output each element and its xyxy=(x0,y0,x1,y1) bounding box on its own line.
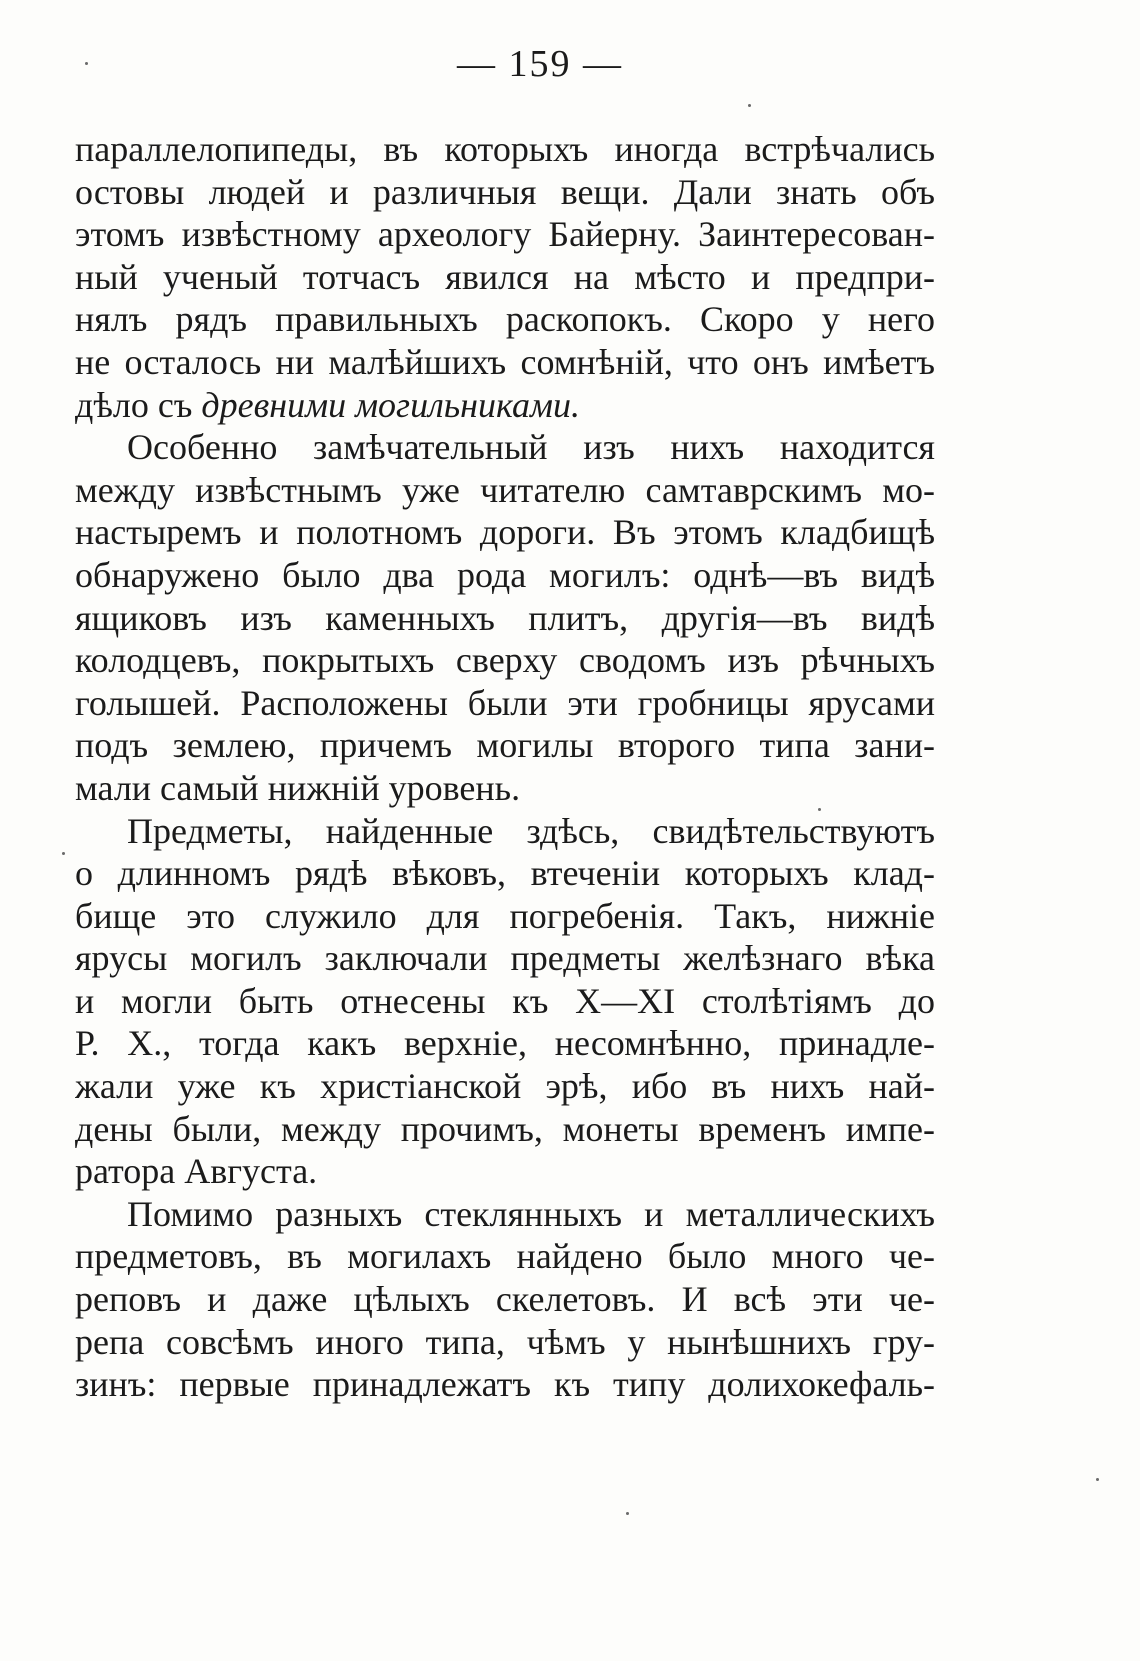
italic-phrase: древними могильниками. xyxy=(201,384,580,425)
text-fragment: дѣло съ xyxy=(75,384,202,425)
text-line: Помимо разныхъ стеклянныхъ и металлическихъ xyxy=(127,1193,935,1234)
text-line: Предметы, найденные здѣсь, свидѣтельствуютъ xyxy=(127,810,935,851)
text-line: параллелопипеды, въ которыхъ иногда встрѣчались xyxy=(75,129,935,169)
paragraph xyxy=(75,128,935,426)
text-line: не осталось ни малѣйшихъ сомнѣній, что онъ имѣетъ xyxy=(75,341,935,382)
scan-speck xyxy=(85,62,88,65)
text-line: о длинномъ рядѣ вѣковъ, втеченіи которыхъ клад- xyxy=(75,853,935,894)
text-line: настыремъ и полотномъ дороги. Въ этомъ кладбищѣ xyxy=(75,512,935,553)
scan-speck xyxy=(818,808,821,811)
text-line: ярусы могилъ заключали предметы желѣзнаго вѣка xyxy=(75,938,935,979)
text-line: реповъ и даже цѣлыхъ скелетовъ. И всѣ эти че- xyxy=(75,1279,935,1320)
text-line: колодцевъ, покрытыхъ сверху сводомъ изъ рѣчныхъ xyxy=(75,640,935,681)
scan-speck xyxy=(1096,1478,1099,1481)
paragraph xyxy=(75,1193,935,1406)
text-line: бище это служило для погребенія. Такъ, нижніе xyxy=(75,895,935,936)
paragraph xyxy=(75,810,935,1193)
text-line xyxy=(75,384,935,427)
scan-speck xyxy=(626,1512,629,1515)
text-line: голышей. Расположены были эти гробницы ярусами xyxy=(75,682,935,723)
text-line: подъ землею, причемъ могилы второго типа зани- xyxy=(75,725,935,766)
text-line: жали уже къ христіанской эрѣ, ибо въ нихъ най- xyxy=(75,1066,935,1107)
text-line: и могли быть отнесены къ X—XI столѣтіямъ до xyxy=(75,980,935,1021)
scan-speck xyxy=(748,104,751,107)
text-line: ратора Августа. xyxy=(75,1151,318,1192)
page-number: — 159 — xyxy=(457,43,623,85)
text-line: остовы людей и различныя вещи. Дали знать объ xyxy=(75,171,935,212)
text-line: ный ученый тотчасъ явился на мѣсто и предпри- xyxy=(75,256,935,297)
body-text xyxy=(75,128,935,1406)
text-line: нялъ рядъ правильныхъ раскопокъ. Скоро у него xyxy=(75,299,935,340)
text-line: Особенно замѣчательный изъ нихъ находится xyxy=(127,427,935,468)
text-line: предметовъ, въ могилахъ найдено было много че- xyxy=(75,1236,935,1277)
text-line: Р. Х., тогда какъ верхніе, несомнѣнно, принадле- xyxy=(75,1023,935,1064)
text-line: этомъ извѣстному археологу Байерну. Заинтересован- xyxy=(75,214,935,255)
text-line: мали самый нижній уровень. xyxy=(75,767,521,808)
text-line: репа совсѣмъ иного типа, чѣмъ у нынѣшнихъ гру- xyxy=(75,1321,935,1362)
text-line: обнаружено было два рода могилъ: однѣ—въ видѣ xyxy=(75,554,935,595)
text-line: между извѣстнымъ уже читателю самтаврскимъ мо- xyxy=(75,469,935,510)
paragraph xyxy=(75,426,935,809)
text-line: дены были, между прочимъ, монеты временъ импе- xyxy=(75,1108,935,1149)
scan-speck xyxy=(62,852,65,855)
text-line: зинъ: первые принадлежатъ къ типу долихокефаль- xyxy=(75,1364,935,1405)
text-line: ящиковъ изъ каменныхъ плитъ, другія—въ видѣ xyxy=(75,597,935,638)
